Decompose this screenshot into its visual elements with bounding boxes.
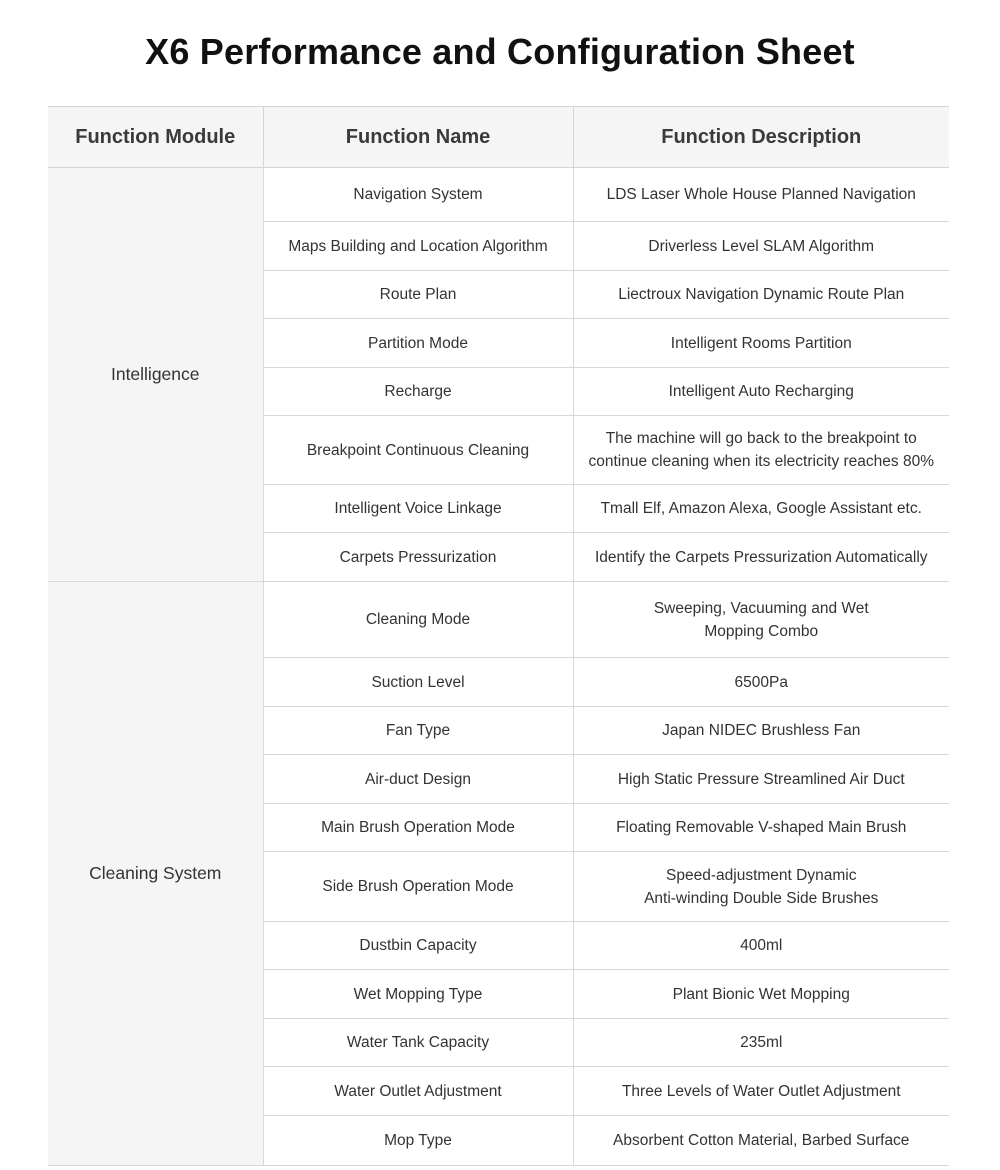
spec-table xyxy=(48,106,949,1166)
function-description-cell: Identify the Carpets Pressurization Automatically xyxy=(573,533,949,582)
function-name-cell: Carpets Pressurization xyxy=(263,533,573,582)
function-name-cell: Breakpoint Continuous Cleaning xyxy=(263,416,573,485)
function-description-cell: 6500Pa xyxy=(573,658,949,707)
function-name-cell: Cleaning Mode xyxy=(263,582,573,658)
page-title: X6 Performance and Configuration Sheet xyxy=(145,31,855,72)
header-function-module: Function Module xyxy=(48,107,263,168)
function-description-cell: Liectroux Navigation Dynamic Route Plan xyxy=(573,271,949,319)
table-header-row xyxy=(48,107,949,168)
header-function-name: Function Name xyxy=(263,107,573,168)
function-description-cell: Speed-adjustment Dynamic Anti-winding Double Side Brushes xyxy=(573,852,949,922)
function-name-cell: Dustbin Capacity xyxy=(263,922,573,970)
function-name-cell: Wet Mopping Type xyxy=(263,970,573,1019)
function-name-cell: Maps Building and Location Algorithm xyxy=(263,222,573,271)
function-name-cell: Recharge xyxy=(263,368,573,416)
function-description-cell: Sweeping, Vacuuming and Wet Mopping Combo xyxy=(573,582,949,658)
function-description-cell: Three Levels of Water Outlet Adjustment xyxy=(573,1067,949,1116)
function-name-cell: Side Brush Operation Mode xyxy=(263,852,573,922)
module-cell-intelligence: Intelligence xyxy=(48,168,263,582)
function-name-cell: Route Plan xyxy=(263,271,573,319)
function-description-cell: Floating Removable V-shaped Main Brush xyxy=(573,804,949,852)
function-name-cell: Air-duct Design xyxy=(263,755,573,804)
function-description-cell: Plant Bionic Wet Mopping xyxy=(573,970,949,1019)
function-description-cell: 400ml xyxy=(573,922,949,970)
header-function-description: Function Description xyxy=(573,107,949,168)
function-name-cell: Water Outlet Adjustment xyxy=(263,1067,573,1116)
function-name-cell: Intelligent Voice Linkage xyxy=(263,485,573,533)
function-name-cell: Partition Mode xyxy=(263,319,573,368)
function-description-cell: High Static Pressure Streamlined Air Duct xyxy=(573,755,949,804)
table-row xyxy=(48,168,949,222)
module-cell-cleaning-system: Cleaning System xyxy=(48,582,263,1166)
function-name-cell: Suction Level xyxy=(263,658,573,707)
function-name-cell: Navigation System xyxy=(263,168,573,222)
function-name-cell: Main Brush Operation Mode xyxy=(263,804,573,852)
function-description-cell: LDS Laser Whole House Planned Navigation xyxy=(573,168,949,222)
function-name-cell: Mop Type xyxy=(263,1116,573,1166)
function-description-cell: Japan NIDEC Brushless Fan xyxy=(573,707,949,755)
function-name-cell: Water Tank Capacity xyxy=(263,1019,573,1067)
function-description-cell: 235ml xyxy=(573,1019,949,1067)
table-row xyxy=(48,582,949,658)
function-name-cell: Fan Type xyxy=(263,707,573,755)
function-description-cell: Tmall Elf, Amazon Alexa, Google Assistant etc. xyxy=(573,485,949,533)
function-description-cell: Absorbent Cotton Material, Barbed Surface xyxy=(573,1116,949,1166)
function-description-cell: The machine will go back to the breakpoint to continue cleaning when its electricity reaches 80% xyxy=(573,416,949,485)
function-description-cell: Intelligent Rooms Partition xyxy=(573,319,949,368)
function-description-cell: Driverless Level SLAM Algorithm xyxy=(573,222,949,271)
function-description-cell: Intelligent Auto Recharging xyxy=(573,368,949,416)
